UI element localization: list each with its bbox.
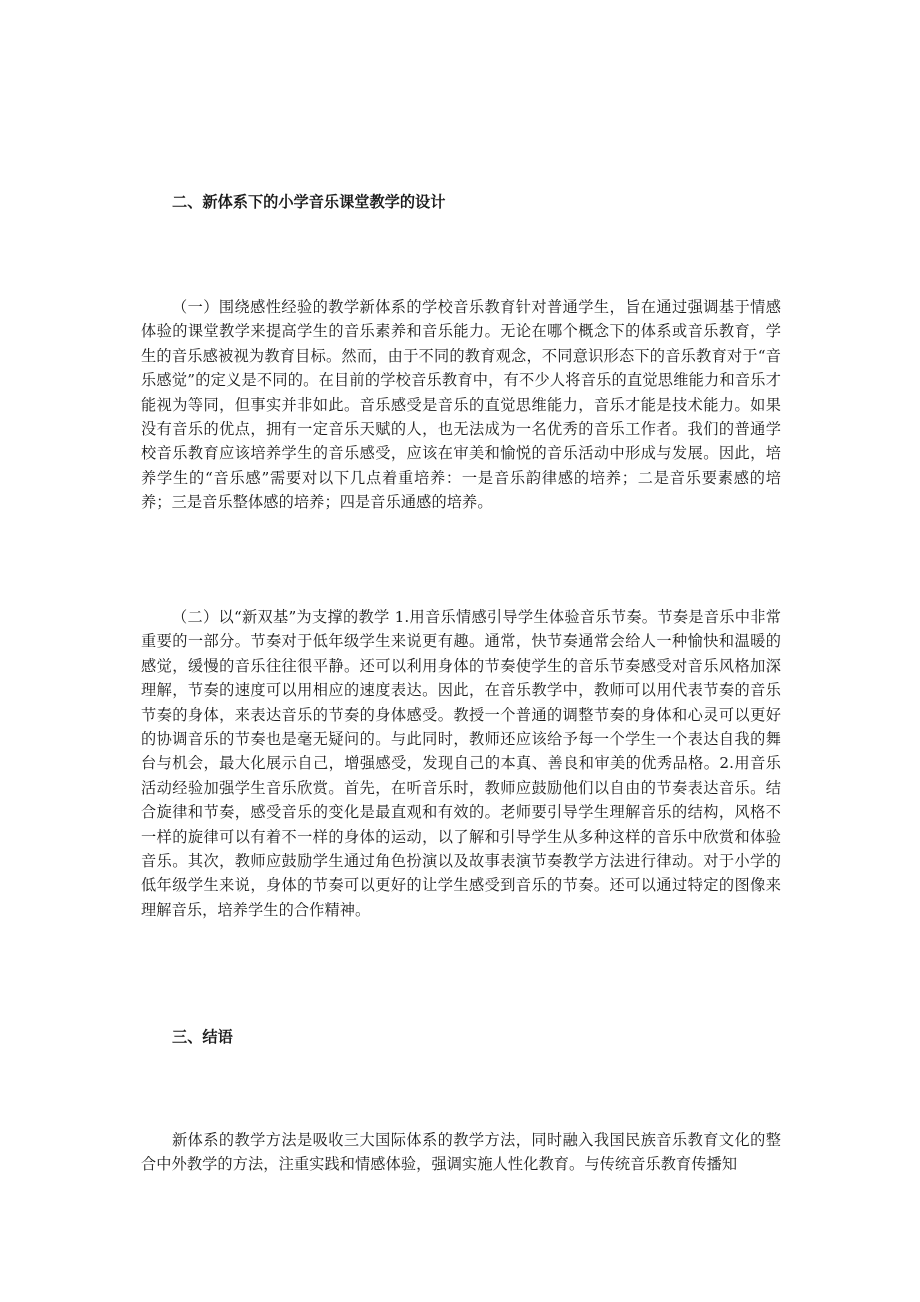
section-three-paragraph-one: 新体系的教学方法是吸收三大国际体系的教学方法，同时融入我国民族音乐教育文化的整合中外教学的方法，注重实践和情感体验，强调实施人性化教育。与传统音乐教育传播知 bbox=[141, 1131, 781, 1174]
section-three-heading: 三、结语 bbox=[172, 1028, 233, 1046]
section-two-paragraph-one: （一）围绕感性经验的教学新体系的学校音乐教育针对普通学生，旨在通过强调基于情感体验的课堂教学来提高学生的音乐素养和音乐能力。无论在哪个概念下的体系或音乐教育，学生的音乐感被视为教育目标。然而，由于不同的教育观念，不同意识形态下的音乐教育对于“音乐感觉”的定义是不同的。在目前的学校音乐教育中，有不少人将音乐的直觉思维能力和音乐才能视为等同，但事实并非如此。音乐感受是音乐的直觉思维能力，音乐才能是技术能力。如果没有音乐的优点，拥有一定音乐天赋的人，也无法成为一名优秀的音乐工作者。我们的普通学校音乐教育应该培养学生的音乐感受，应该在审美和愉悦的音乐活动中形成与发展。因此，培养学生的“音乐感”需要对以下几点着重培养：一是音乐韵律感的培养；二是音乐要素感的培养；三是音乐整体感的培养；四是音乐通感的培养。 bbox=[141, 298, 781, 512]
section-two-paragraph-two: （二）以“新双基”为支撑的教学 1.用音乐情感引导学生体验音乐节奏。节奏是音乐中非常重要的一部分。节奏对于低年级学生来说更有趣。通常，快节奏通常会给人一种愉快和温暖的感觉，缓慢的音乐往往很平静。还可以利用身体的节奏使学生的音乐节奏感受对音乐风格加深理解，节奏的速度可以用相应的速度表达。因此，在音乐教学中，教师可以用代表节奏的音乐节奏的身体，来表达音乐的节奏的身体感受。教授一个普通的调整节奏的身体和心灵可以更好的协调音乐的节奏也是毫无疑问的。与此同时，教师还应该给予每一个学生一个表达自我的舞台与机会，最大化展示自己，增强感受，发现自己的本真、善良和审美的优秀品格。2.用音乐活动经验加强学生音乐欣赏。首先，在听音乐时，教师应鼓励他们以自由的节奏表达音乐。结合旋律和节奏，感受音乐的变化是最直观和有效的。老师要引导学生理解音乐的结构，风格不一样的旋律可以有着不一样的身体的运动，以了解和引导学生从多种这样的音乐中欣赏和体验音乐。其次，教师应鼓励学生通过角色扮演以及故事表演节奏教学方法进行律动。对于小学的低年级学生来说，身体的节奏可以更好的让学生感受到音乐的节奏。还可以通过特定的图像来理解音乐，培养学生的合作精神。 bbox=[141, 608, 781, 919]
section-two-heading: 二、新体系下的小学音乐课堂教学的设计 bbox=[172, 193, 446, 211]
